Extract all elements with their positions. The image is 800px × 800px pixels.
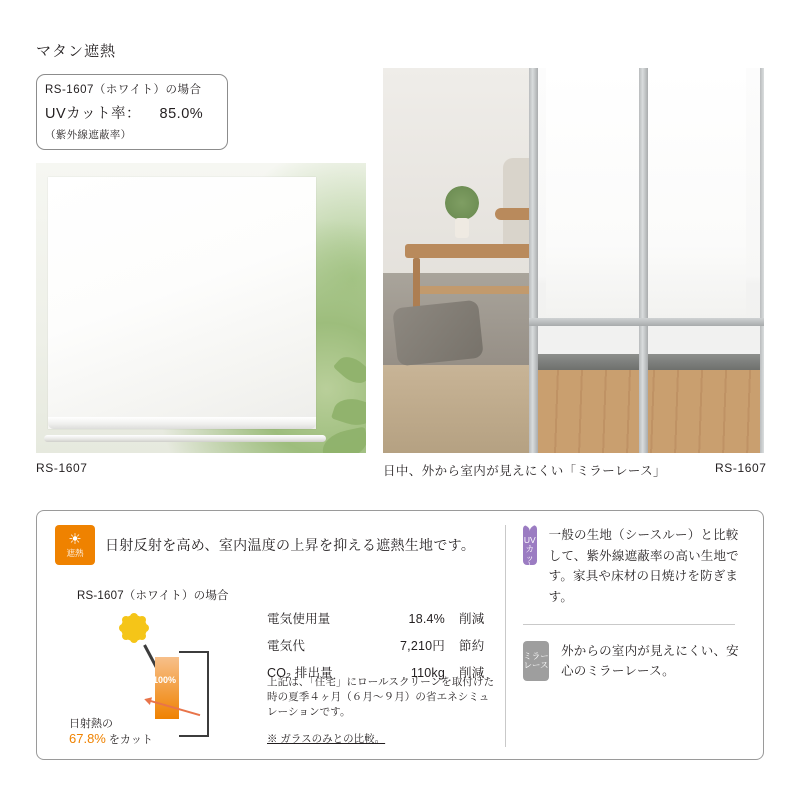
caption-left: RS-1607 [36,461,88,475]
mirror-badge-icon [523,641,549,681]
door-frame-left [529,68,538,453]
feature-panel [36,510,764,760]
diagram-cut-suffix: をカット [105,734,153,746]
mirror-feature-block [523,641,751,682]
solar-heat-diagram [69,611,254,746]
mirror-feature-text: 外からの室内が見えにくい、安心のミラーレース。 [561,643,739,679]
uv-feature-block [523,517,751,608]
thermal-subheading: RS-1607（ホワイト）の場合 [77,590,229,602]
stat-suffix: 削減 [459,666,485,680]
stat-suffix: 節約 [459,639,485,653]
stat-label: 電気使用量 [267,612,331,626]
uv-callout-box [36,74,228,150]
room-photo-right [383,68,764,453]
vase [455,218,469,238]
glass-comparison-note: ※ ガラスのみとの比較。 [267,733,386,745]
product-photo-left [36,163,366,453]
caption-right-code: RS-1607 [715,461,767,475]
roller-screen-white [48,177,316,429]
stat-label: CO₂ 排出量 [267,666,333,680]
stat-suffix: 削減 [459,612,485,626]
panel-divider [505,525,506,747]
panel-left-column [55,525,495,747]
floor-cushion [392,300,484,367]
door-frame-center [639,68,648,453]
stat-value: 110kg [410,666,445,680]
plant-icon [445,186,479,220]
uv-rate-value: 85.0% [159,106,204,122]
uv-rate-label: UVカット率： [45,106,141,122]
door-frame-rail [529,318,764,326]
stat-row [267,636,497,654]
sun-graphic-icon [121,615,147,641]
page-title: マタン遮熱 [36,43,117,60]
stat-value: 18.4% [408,612,445,626]
stat-label: 電気代 [267,639,306,653]
outdoor-deck [535,368,764,453]
right-column-divider [523,624,735,625]
simulation-note: 上記は、「住宅」にロールスクリーンを取付けた時の夏季４ヶ月（６月〜９月）の省エネシミュレーションです。 [267,676,495,719]
uv-shield-icon: ✦ [523,517,537,535]
roller-screen-bottom-bar [44,435,326,442]
uv-badge-icon [523,517,537,572]
diagram-caption-line1: 日射熱の [69,718,113,730]
thermal-heading-row [55,525,495,565]
diagram-cut-percent: 67.8% [69,731,106,746]
door-frame-right [760,68,764,453]
diagram-caption-line2 [69,731,153,747]
thermal-heading: 日射反射を高め、室内温度の上昇を抑える遮熱生地です。 [105,537,476,553]
uv-product-label: RS-1607（ホワイト）の場合 [45,84,202,96]
stat-value: 7,210円 [400,639,445,653]
stat-row [267,609,497,627]
diagram-window-pane [179,651,209,737]
diagram-percent-label: 100% [153,675,177,685]
panel-right-column [523,517,751,747]
thermal-badge-icon [55,525,95,565]
caption-right-main: 日中、外から室内が見えにくい「ミラーレース」 [383,464,666,478]
uv-rate-row [45,102,219,123]
uv-badge-label: UVカット [523,534,536,572]
uv-rate-sublabel: （紫外線遮蔽率） [45,129,132,141]
uv-feature-text: 一般の生地（シースルー）と比較して、紫外線遮蔽率の高い生地です。家具や床材の日焼けを防ぎます。 [548,528,739,604]
thermal-badge-label: 遮熱 [66,548,84,559]
mirror-badge-label: ミラーレース [523,650,549,670]
sun-icon: ☀ [68,531,82,549]
